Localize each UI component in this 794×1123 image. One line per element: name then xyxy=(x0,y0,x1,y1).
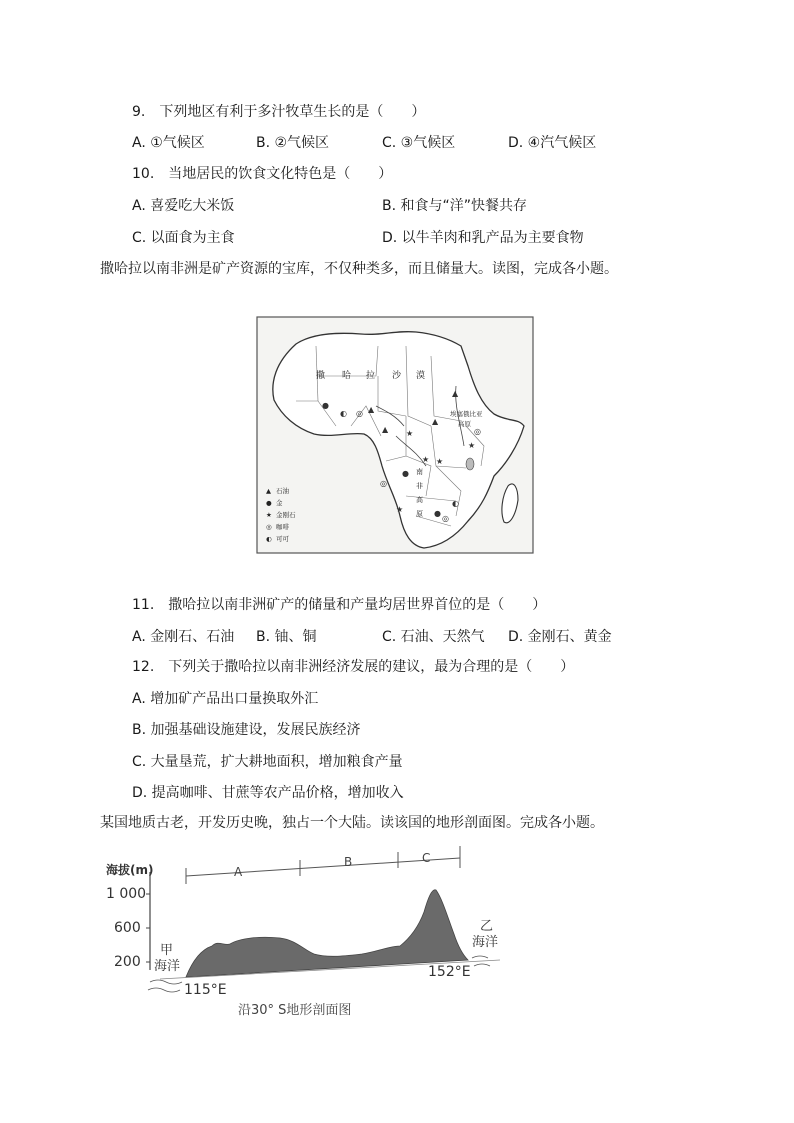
left-sea-label-1: 甲 xyxy=(160,943,174,958)
south-char-4: 原 xyxy=(416,510,423,518)
right-sea-label-1: 乙 xyxy=(480,919,494,934)
sahara-char-5: 漠 xyxy=(416,371,426,381)
ethiopia-label-1: 埃塞俄比亚 xyxy=(450,410,483,418)
oil-symbol: ▲ xyxy=(368,405,375,414)
intro-africa: 撒哈拉以南非洲是矿产资源的宝库，不仅种类多，而且储量大。读图，完成各小题。 xyxy=(100,261,618,277)
q9-option-d: D. ④汽气候区 xyxy=(508,135,597,151)
lon-left: 115°E xyxy=(184,982,227,998)
legend-cocoa-symbol: ◐ xyxy=(266,535,272,543)
lake-victoria xyxy=(466,458,474,470)
south-char-2: 非 xyxy=(416,482,423,490)
ytick-1000: 1 000 xyxy=(106,886,147,902)
diamond-symbol: ★ xyxy=(422,455,430,464)
gold-symbol: ● xyxy=(434,509,441,518)
cocoa-symbol: ◐ xyxy=(452,499,459,508)
q10-stem: 10. 当地居民的饮食文化特色是（ ） xyxy=(132,166,393,182)
profile-ylabel: 海拔(m) xyxy=(106,863,154,877)
intro-profile: 某国地质古老，开发历史晚，独占一个大陆。读该国的地形剖面图。完成各小题。 xyxy=(100,815,604,831)
oil-symbol: ▲ xyxy=(382,425,389,434)
south-char-1: 南 xyxy=(416,468,423,476)
sahara-char-1: 撒 xyxy=(316,371,326,381)
legend-diamond-label: 金刚石 xyxy=(276,511,296,519)
diamond-symbol: ★ xyxy=(396,505,404,514)
q10-option-d: D. 以牛羊肉和乳产品为主要食物 xyxy=(382,230,584,246)
gold-symbol: ● xyxy=(322,401,329,410)
segment-c: C xyxy=(422,851,431,865)
q11-option-d: D. 金刚石、黄金 xyxy=(508,629,612,645)
diamond-symbol: ★ xyxy=(406,429,414,438)
diamond-symbol: ★ xyxy=(436,457,444,466)
q11-stem: 11. 撒哈拉以南非洲矿产的储量和产量均居世界首位的是（ ） xyxy=(132,597,547,613)
legend-oil-symbol: ▲ xyxy=(266,487,271,495)
profile-caption: 沿30° S地形剖面图 xyxy=(238,1003,352,1018)
africa-mineral-map xyxy=(256,316,534,554)
diamond-symbol: ★ xyxy=(468,441,476,450)
legend-gold-symbol: ● xyxy=(266,499,272,507)
left-sea-label-2: 海洋 xyxy=(154,959,181,974)
q9-option-a: A. ①气候区 xyxy=(132,135,205,151)
legend-oil-label: 石油 xyxy=(276,487,289,495)
q11-option-b: B. 铀、铜 xyxy=(256,629,317,645)
ytick-600: 600 xyxy=(114,920,141,936)
q9-stem: 9. 下列地区有利于多汁牧草生长的是（ ） xyxy=(132,104,426,120)
gold-symbol: ● xyxy=(402,469,409,478)
right-sea-label-2: 海洋 xyxy=(472,935,499,950)
q9-option-b: B. ②气候区 xyxy=(256,135,330,151)
terrain-profile xyxy=(100,842,520,1022)
legend-coffee-label: 咖啡 xyxy=(276,523,289,531)
q10-option-c: C. 以面食为主食 xyxy=(132,230,235,246)
q10-option-a: A. 喜爱吃大米饭 xyxy=(132,198,235,214)
q12-option-d: D. 提高咖啡、甘蔗等农产品价格，增加收入 xyxy=(132,785,404,801)
segment-b: B xyxy=(344,855,353,869)
q11-option-a: A. 金刚石、石油 xyxy=(132,629,235,645)
q9-option-c: C. ③气候区 xyxy=(382,135,456,151)
coffee-symbol: ◎ xyxy=(356,409,363,418)
q10-option-b: B. 和食与“洋”快餐共存 xyxy=(382,198,528,214)
oil-symbol: ▲ xyxy=(452,389,459,398)
q11-option-c: C. 石油、天然气 xyxy=(382,629,485,645)
segment-a: A xyxy=(234,865,243,879)
cocoa-symbol: ◐ xyxy=(340,409,347,418)
q12-option-b: B. 加强基础设施建设，发展民族经济 xyxy=(132,722,361,738)
q12-option-c: C. 大量垦荒，扩大耕地面积，增加粮食产量 xyxy=(132,754,403,770)
legend-cocoa-label: 可可 xyxy=(276,535,289,543)
sahara-char-2: 哈 xyxy=(342,371,352,381)
south-char-3: 高 xyxy=(416,496,423,504)
legend-coffee-symbol: ◎ xyxy=(266,523,272,531)
sahara-char-3: 拉 xyxy=(366,371,376,381)
coffee-symbol: ◎ xyxy=(442,514,449,523)
coffee-symbol: ◎ xyxy=(474,427,481,436)
ytick-200: 200 xyxy=(114,954,141,970)
oil-symbol: ▲ xyxy=(432,417,439,426)
lon-right: 152°E xyxy=(428,964,471,980)
q12-option-a: A. 增加矿产品出口量换取外汇 xyxy=(132,691,319,707)
ethiopia-label-2: 高原 xyxy=(458,420,471,428)
q12-stem: 12. 下列关于撒哈拉以南非洲经济发展的建议，最为合理的是（ ） xyxy=(132,659,575,675)
legend-diamond-symbol: ★ xyxy=(266,511,272,519)
left-sea-waves xyxy=(148,980,182,992)
segment-bar xyxy=(186,846,460,884)
coffee-symbol: ◎ xyxy=(380,479,387,488)
legend-gold-label: 金 xyxy=(276,499,283,507)
sahara-char-4: 沙 xyxy=(392,371,402,381)
